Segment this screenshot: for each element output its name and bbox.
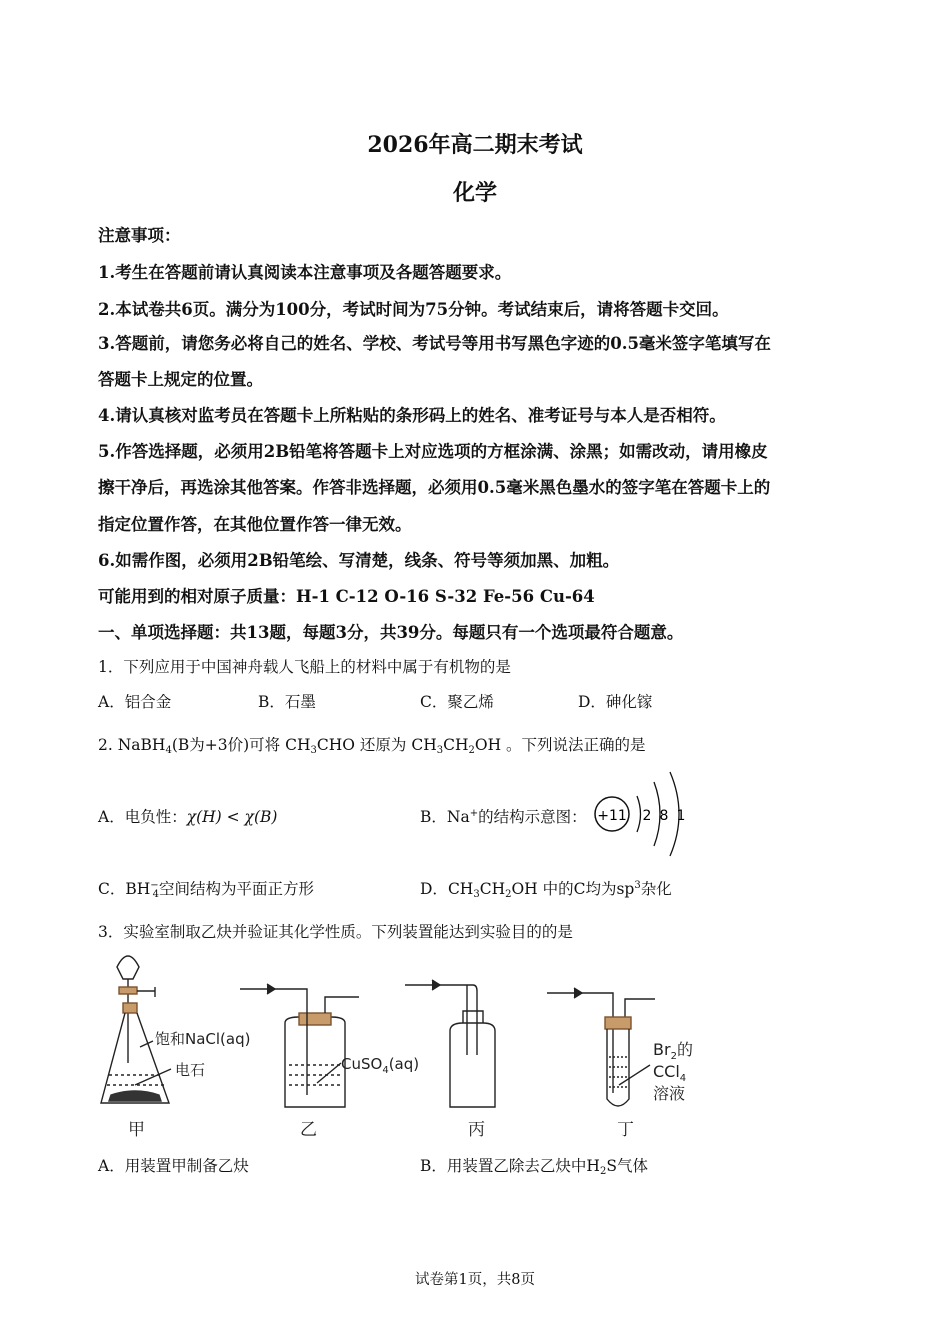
q2-option-c: C．$BH^-_4$空间结构为平面正方形 — [98, 880, 315, 900]
q3-stem: 3．实验室制取乙炔并验证其化学性质。下列装置能达到实验目的的是 — [98, 923, 573, 941]
notice-heading: 注意事项： — [98, 226, 181, 245]
q3-option-a: A．用装置甲制备乙炔 — [98, 1157, 249, 1175]
subject-title: 化学 — [452, 180, 497, 206]
apparatus-name-jia: 甲 — [128, 1120, 145, 1140]
na-ion-structure-diagram — [590, 768, 700, 863]
exam-title: 2026年高二期末考试 — [367, 132, 583, 158]
shell-electrons: 8 — [659, 808, 669, 824]
label-solution: 溶液 — [653, 1084, 686, 1103]
notice-item: 1.考生在答题前请认真阅读本注意事项及各题答题要求。 — [98, 263, 512, 282]
notice-item: 3.答题前，请您务必将自己的姓名、学校、考试号等用书写黑色字迹的0.5毫米签字笔填写在 — [98, 334, 771, 353]
apparatus-bing — [405, 980, 495, 1107]
label-br2: $Br_2$的 — [653, 1040, 693, 1062]
nucleus-charge: +11 — [597, 808, 627, 824]
shell-electrons: 2 — [642, 808, 652, 824]
apparatus-name-bing: 丙 — [468, 1120, 485, 1140]
q1-option-c: C．聚乙烯 — [420, 693, 494, 711]
apparatus-yi — [240, 984, 359, 1107]
q2-option-b: B．Na+的结构示意图： — [420, 808, 587, 826]
label-nacl: 饱和NaCl(aq) — [155, 1030, 251, 1048]
notice-item: 指定位置作答，在其他位置作答一律无效。 — [98, 515, 412, 534]
notice-item: 擦干净后，再选涂其他答案。作答非选择题，必须用0.5毫米黑色墨水的签字笔在答题卡上的 — [98, 478, 771, 497]
apparatus-name-yi: 乙 — [300, 1120, 317, 1140]
notice-item: 5.作答选择题，必须用2B铅笔将答题卡上对应选项的方框涂满、涂黑；如需改动，请用橡皮 — [98, 442, 768, 461]
label-ccl4: CCl$_4$ — [653, 1062, 687, 1084]
notice-item: 答题卡上规定的位置。 — [98, 370, 263, 389]
q1-option-a: A．铝合金 — [98, 693, 172, 711]
q1-stem: 1．下列应用于中国神舟载人飞船上的材料中属于有机物的是 — [98, 658, 511, 676]
section-heading: 一、单项选择题：共13题，每题3分，共39分。每题只有一个选项最符合题意。 — [98, 623, 684, 642]
q1-option-d: D．砷化镓 — [578, 693, 653, 711]
q2-option-a: A．电负性：χ(H) < χ(B) — [98, 808, 278, 826]
label-cuso4: CuSO$_4$(aq) — [341, 1055, 420, 1076]
atomic-masses: 可能用到的相对原子质量：H-1 C-12 O-16 S-32 Fe-56 Cu-64 — [98, 587, 595, 606]
notice-item: 2.本试卷共6页。满分为100分，考试时间为75分钟。考试结束后，请将答题卡交回。 — [98, 300, 729, 319]
q3-apparatus-figure — [95, 945, 715, 1145]
apparatus-ding — [547, 988, 655, 1106]
page-footer: 试卷第1页，共8页 — [415, 1272, 535, 1288]
q2-option-d: D．$CH_3CH_2OH$ 中的C均为$sp^3$杂化 — [420, 880, 672, 900]
notice-item: 6.如需作图，必须用2B铅笔绘、写清楚，线条、符号等须加黑、加粗。 — [98, 551, 620, 570]
q2-stem: 2. NaBH$_4$(B为+3价)可将 $CH_3CHO$ 还原为 $CH_3CH_2OH$ 。下列说法正确的是 — [98, 736, 646, 756]
apparatus-name-ding: 丁 — [617, 1120, 634, 1140]
shell-electrons: 1 — [676, 808, 686, 824]
notice-item: 4.请认真核对监考员在答题卡上所粘贴的条形码上的姓名、准考证号与本人是否相符。 — [98, 406, 726, 425]
q1-option-b: B．石墨 — [258, 693, 316, 711]
q3-option-b: B．用装置乙除去乙炔中$H_2S$气体 — [420, 1157, 648, 1177]
label-carbide: 电石 — [175, 1061, 206, 1079]
